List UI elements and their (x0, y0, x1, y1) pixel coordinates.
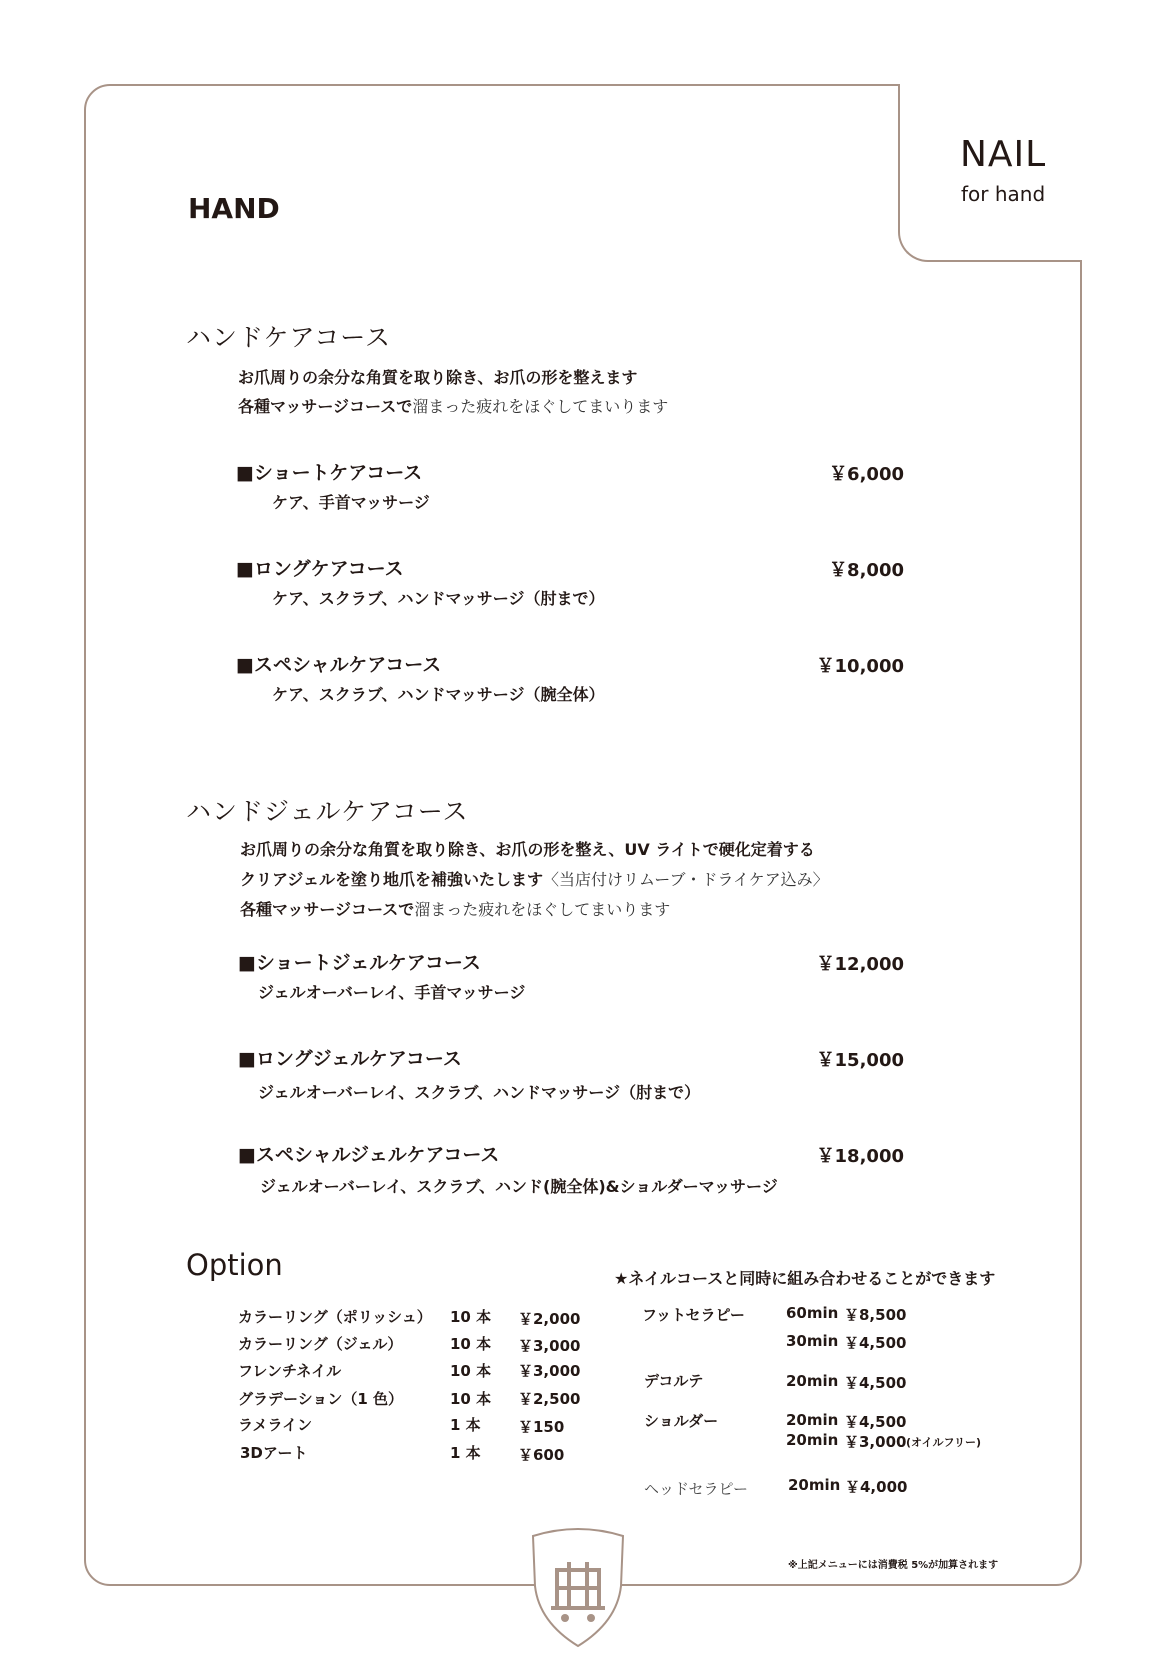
option-qty: 10 本 (450, 1308, 492, 1326)
course-price: ￥15,000 (816, 1050, 904, 1071)
section-title-hand-care: ハンドケアコース (186, 323, 392, 352)
therapy-price: ￥8,500 (844, 1306, 907, 1324)
description-text-light: 溜まった疲れをほぐしてまいります (412, 397, 669, 416)
description-text: 各種マッサージコースで (238, 397, 413, 416)
description-text: 各種マッサージコースで (240, 900, 415, 919)
course-detail: ジェルオーバーレイ、スクラブ、ハンドマッサージ（肘まで） (258, 1083, 701, 1102)
option-title: Option (186, 1248, 283, 1282)
option-name: グラデーション（1 色） (238, 1390, 404, 1408)
course-detail: ジェルオーバーレイ、手首マッサージ (258, 983, 526, 1002)
course-price: ￥10,000 (816, 656, 904, 677)
therapy-name: フットセラピー (642, 1306, 745, 1324)
course-name: ■ショートケアコース (236, 462, 423, 484)
option-price: ￥3,000 (518, 1337, 581, 1355)
nail-subtitle: for hand (961, 182, 1046, 206)
course-name: ■スペシャルジェルケアコース (238, 1144, 500, 1166)
page-frame (84, 84, 1082, 1586)
therapy-time: 30min (786, 1332, 839, 1350)
option-qty: 10 本 (450, 1335, 492, 1353)
therapy-time: 60min (786, 1304, 839, 1322)
therapy-time: 20min (786, 1431, 839, 1449)
description-text: お爪周りの余分な角質を取り除き、お爪の形を整え、UV ライトで硬化定着する (240, 840, 815, 859)
section-description (238, 394, 668, 417)
course-name: ■ロングジェルケアコース (238, 1048, 462, 1070)
option-price: ￥2,000 (518, 1310, 581, 1328)
option-qty: 10 本 (450, 1390, 492, 1408)
course-price: ￥12,000 (816, 954, 904, 975)
therapy-time: 20min (788, 1476, 841, 1494)
shield-crest-icon (529, 1522, 627, 1650)
nail-title: NAIL (960, 134, 1047, 175)
therapy-price: ￥3,000 (844, 1433, 907, 1451)
tax-note: ※上記メニューには消費税 5%が加算されます (788, 1560, 999, 1571)
course-name: ■ショートジェルケアコース (238, 952, 481, 974)
therapy-time: 20min (786, 1372, 839, 1390)
therapy-price: ￥4,500 (844, 1374, 907, 1392)
therapy-name: デコルテ (644, 1372, 704, 1390)
option-name: 3Dアート (240, 1444, 308, 1462)
therapy-price: ￥4,500 (844, 1334, 907, 1352)
course-name: ■ロングケアコース (236, 558, 404, 580)
course-price: ￥18,000 (816, 1146, 904, 1167)
section-description (240, 837, 815, 860)
option-price: ￥2,500 (518, 1390, 581, 1408)
course-name: ■スペシャルケアコース (236, 654, 442, 676)
description-text: お爪周りの余分な角質を取り除き、お爪の形を整えます (238, 368, 638, 387)
description-text: クリアジェルを塗り地爪を補強いたします (240, 870, 544, 889)
option-price: ￥600 (518, 1446, 565, 1464)
therapy-price: ￥4,000 (845, 1478, 908, 1496)
course-detail: ケア、スクラブ、ハンドマッサージ（腕全体） (272, 685, 605, 704)
page-title: HAND (188, 192, 280, 225)
combination-note: ★ネイルコースと同時に組み合わせることができます (614, 1269, 996, 1288)
section-description (240, 867, 829, 890)
option-name: フレンチネイル (238, 1362, 342, 1380)
section-title-hand-gel-care: ハンドジェルケアコース (186, 797, 469, 826)
option-price: ￥150 (518, 1418, 565, 1436)
option-name: カラーリング（ポリッシュ） (238, 1308, 432, 1326)
course-detail: ケア、手首マッサージ (272, 493, 430, 512)
description-text-light: 溜まった疲れをほぐしてまいります (414, 900, 671, 919)
therapy-name: ショルダー (644, 1412, 719, 1430)
option-price: ￥3,000 (518, 1362, 581, 1380)
course-detail: ジェルオーバーレイ、スクラブ、ハンド(腕全体)&ショルダーマッサージ (260, 1177, 778, 1196)
therapy-name: ヘッドセラピー (644, 1480, 748, 1498)
option-name: ラメライン (238, 1416, 313, 1434)
therapy-note: (オイルフリー) (906, 1436, 982, 1449)
option-qty: 1 本 (450, 1416, 481, 1434)
option-name: カラーリング（ジェル） (238, 1335, 403, 1353)
description-text-light: 〈当店付けリムーブ・ドライケア込み〉 (543, 870, 829, 889)
course-price: ￥8,000 (829, 560, 904, 581)
section-description (240, 897, 670, 920)
course-detail: ケア、スクラブ、ハンドマッサージ（肘まで） (272, 589, 605, 608)
option-qty: 10 本 (450, 1362, 492, 1380)
therapy-price: ￥4,500 (844, 1413, 907, 1431)
section-description (238, 365, 637, 388)
option-qty: 1 本 (450, 1444, 481, 1462)
course-price: ￥6,000 (829, 464, 904, 485)
therapy-time: 20min (786, 1411, 839, 1429)
